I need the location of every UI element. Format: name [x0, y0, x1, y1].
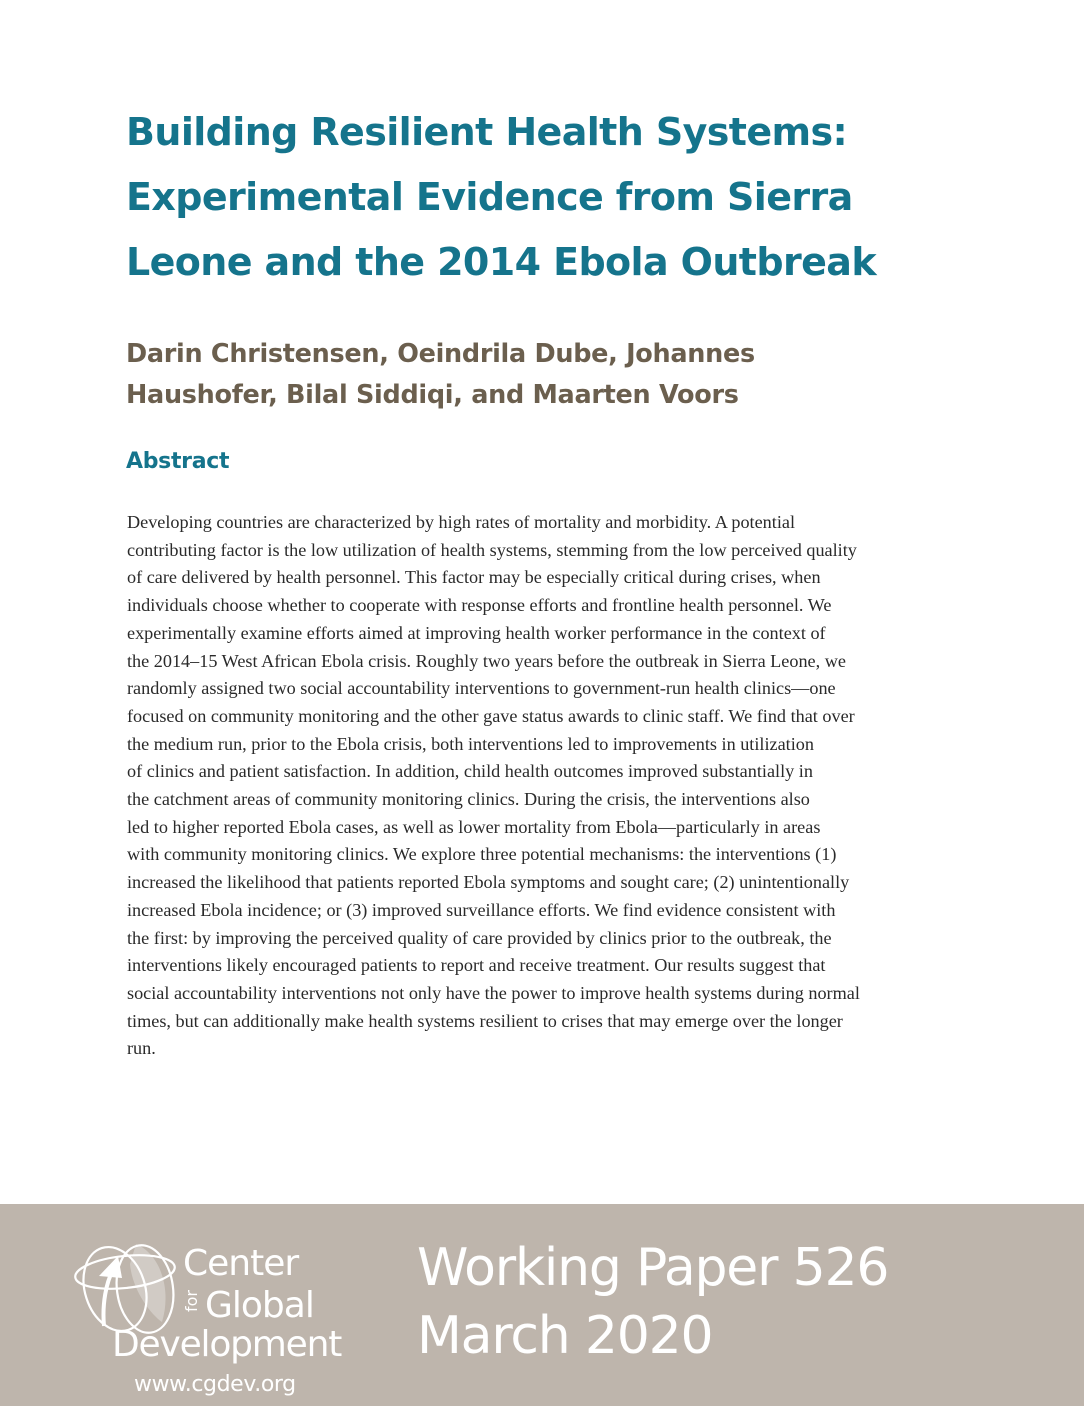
- abstract-line: contributing factor is the low utilization of health systems, stemming from the low perceived quality: [127, 539, 857, 560]
- abstract-line: run.: [127, 1038, 156, 1059]
- abstract-line: Developing countries are characterized by high rates of mortality and morbidity. A potential: [127, 512, 796, 532]
- working-paper-number: Working Paper 526: [417, 1238, 889, 1298]
- abstract-line: led to higher reported Ebola cases, as well as lower mortality from Ebola—particularly in areas: [127, 816, 821, 837]
- abstract-line: of care delivered by health personnel. This factor may be especially critical during crises, when: [127, 567, 821, 588]
- authors: [126, 334, 1026, 416]
- abstract-line: the catchment areas of community monitoring clinics. During the crisis, the interventions also: [127, 789, 810, 810]
- logo-development-text: Development: [112, 1324, 342, 1365]
- abstract-line: social accountability interventions not only have the power to improve health systems during normal: [127, 982, 860, 1003]
- abstract-line: times, but can additionally make health systems resilient to crises that may emerge over the longer: [127, 1010, 843, 1031]
- abstract-line: the medium run, prior to the Ebola crisis, both interventions led to improvements in utilization: [127, 733, 814, 754]
- abstract-line: the 2014–15 West African Ebola crisis. Roughly two years before the outbreak in Sierra Leone, we: [127, 650, 846, 671]
- abstract-line: randomly assigned two social accountability interventions to government-run health clinics—one: [127, 678, 836, 699]
- globe-arrow-icon: [70, 1234, 180, 1334]
- authors-line: Haushofer, Bilal Siddiqi, and Maarten Voors: [126, 380, 739, 410]
- abstract-line: interventions likely encouraged patients to report and receive treatment. Our results suggest that: [127, 955, 826, 976]
- abstract-line: of clinics and patient satisfaction. In addition, child health outcomes improved substantially in: [127, 761, 813, 782]
- working-paper-label: [417, 1234, 888, 1370]
- logo-for-text: for: [182, 1290, 201, 1312]
- abstract-line: individuals choose whether to cooperate with response efforts and frontline health personnel. We: [127, 595, 832, 616]
- logo-center-text: Center: [183, 1243, 299, 1284]
- abstract-heading: Abstract: [126, 449, 230, 474]
- authors-line: Darin Christensen, Oeindrila Dube, Johannes: [126, 339, 755, 369]
- title-line: Experimental Evidence from Sierra: [126, 175, 853, 219]
- footer-band: [0, 1204, 1084, 1406]
- abstract-line: the first: by improving the perceived quality of care provided by clinics prior to the outbreak, the: [127, 927, 832, 948]
- abstract-line: focused on community monitoring and the other gave status awards to clinic staff. We find that over: [127, 705, 855, 726]
- logo-global-text: Global: [205, 1285, 314, 1326]
- abstract-line: increased Ebola incidence; or (3) improved surveillance efforts. We find evidence consistent with: [127, 899, 836, 920]
- title-line: Building Resilient Health Systems:: [126, 110, 848, 154]
- abstract-line: increased the likelihood that patients reported Ebola symptoms and sought care; (2) unintentionally: [127, 872, 850, 893]
- title-line: Leone and the 2014 Ebola Outbreak: [126, 240, 876, 284]
- website-link[interactable]: www.cgdev.org: [134, 1372, 296, 1397]
- publication-date: March 2020: [417, 1306, 713, 1366]
- abstract-body: [127, 509, 987, 1063]
- document-title: [126, 100, 1026, 295]
- abstract-line: with community monitoring clinics. We explore three potential mechanisms: the interventions (1): [127, 844, 837, 865]
- abstract-line: experimentally examine efforts aimed at improving health worker performance in the context of: [127, 622, 826, 643]
